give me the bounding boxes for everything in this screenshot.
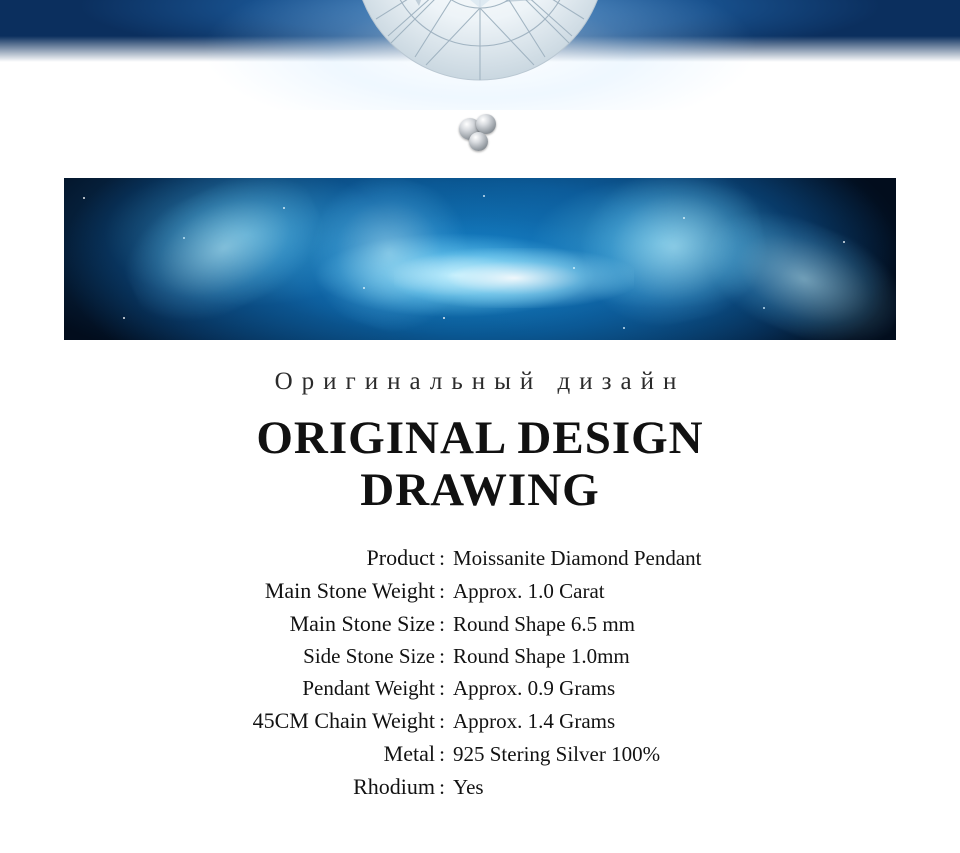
spec-value: Approx. 1.4 Grams [453,709,616,733]
page-title [0,412,960,516]
spec-value: Approx. 1.0 Carat [453,579,605,603]
spec-value: Approx. 0.9 Grams [453,676,616,700]
nebula-banner-image [64,178,896,340]
spec-label: Metal [383,741,435,766]
spec-label: 45CM Chain Weight [252,708,435,733]
spec-label: Rhodium [353,774,435,799]
spec-separator: : [439,546,445,570]
spec-separator: : [439,612,445,636]
spec-label: Main Stone Weight [264,578,435,603]
diamond-solitaire-icon [345,0,615,114]
nebula-core [394,248,634,308]
spec-separator: : [439,775,445,799]
page-title-line1: ORIGINAL DESIGN [256,412,704,464]
spec-label: Product [366,545,435,570]
spec-value: Moissanite Diamond Pendant [453,546,702,570]
spec-label: Main Stone Size [289,611,435,636]
spec-row [0,644,960,669]
specification-list [0,545,960,807]
spec-row [0,708,960,734]
spec-separator: : [439,709,445,733]
spec-separator: : [439,579,445,603]
russian-subtitle: Оригинальный дизайн [274,368,686,395]
spec-label: Side Stone Size [303,644,435,668]
spec-row [0,545,960,571]
pendant-bail-icon [457,108,503,154]
spec-separator: : [439,644,445,668]
spec-value: 925 Stering Silver 100% [453,742,661,766]
spec-value: Round Shape 1.0mm [453,644,630,668]
spec-value: Round Shape 6.5 mm [453,612,635,636]
page-title-line2: DRAWING [360,464,600,516]
spec-row [0,774,960,800]
spec-value: Yes [453,775,484,799]
spec-separator: : [439,676,445,700]
spec-row [0,676,960,701]
spec-separator: : [439,742,445,766]
hero-banner [0,0,960,170]
spec-label: Pendant Weight [302,676,435,700]
spec-row [0,741,960,767]
spec-row [0,578,960,604]
spec-row [0,611,960,637]
